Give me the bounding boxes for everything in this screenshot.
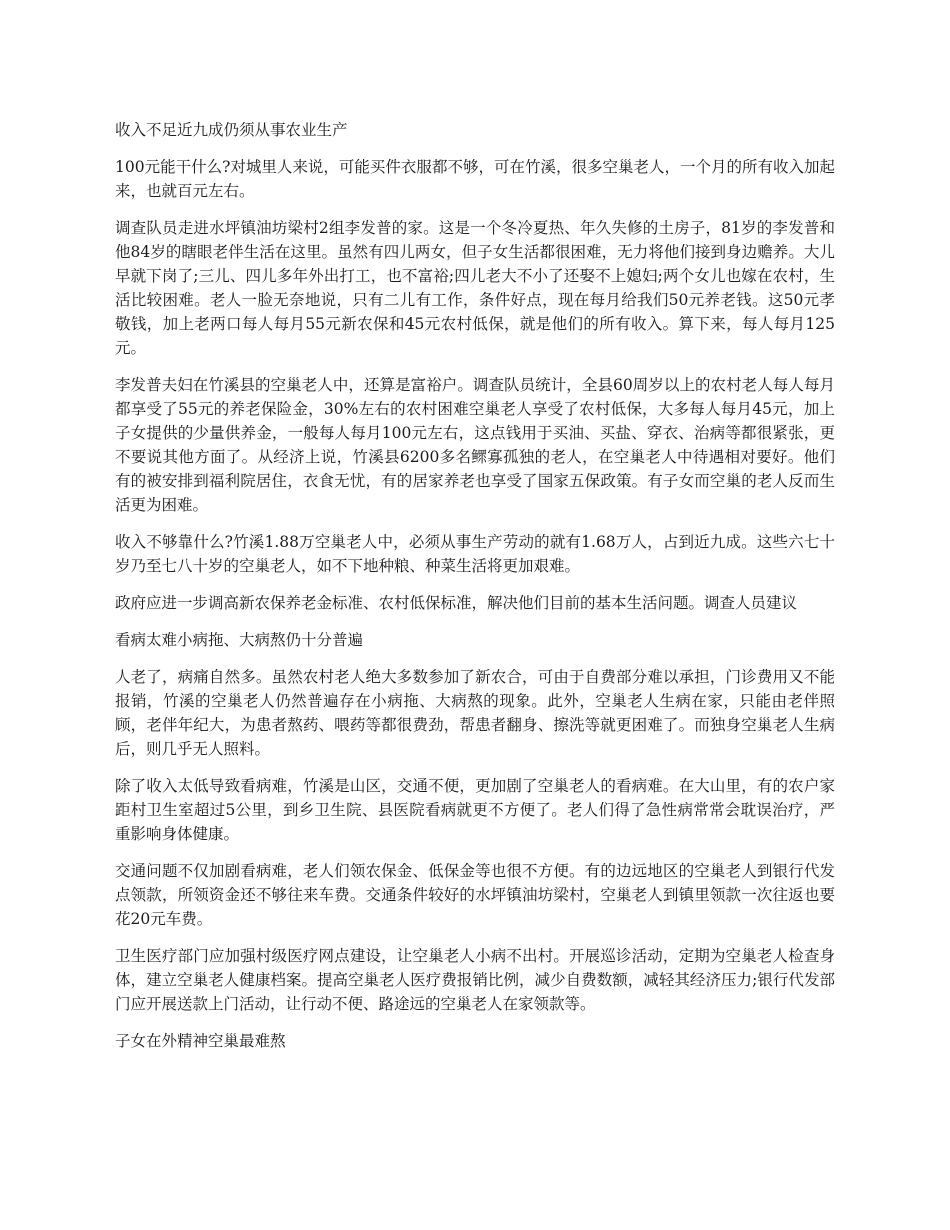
paragraph: 人老了，病痛自然多。虽然农村老人绝大多数参加了新农合，可由于自费部分难以承担，门诊费用又不能报销，竹溪的空巢老人仍然普遍存在小病拖、大病熬的现象。此外，空巢老人生病在家，只能由老伴照顾，老伴年纪大，为患者熬药、喂药等都很费劲，帮患者翻身、擦洗等就更困难了。而独身空巢老人生病后，则几乎无人照料。 [115, 668, 835, 758]
paragraph: 政府应进一步调高新农保养老金标准、农村低保标准，解决他们目前的基本生活问题。调查人员建议 [115, 594, 798, 612]
paragraph: 李发普夫妇在竹溪县的空巢老人中，还算是富裕户。调查队员统计，全县60周岁以上的农村老人每人每月都享受了55元的养老保险金，30%左右的农村困难空巢老人享受了农村低保，大多每人每月45元，加上子女提供的少量供养金，一般每人每月100元左右，这点钱用于买油、买盐、穿衣、治病等都很紧张，更不要说其他方面了。从经济上说，竹溪县6200多名鳏寡孤独的老人，在空巢老人中待遇相对要好。他们有的被安排到福利院居住，衣食无忧，有的居家养老也享受了国家五保政策。有子女而空巢的老人反而生活更为困难。 [115, 376, 835, 514]
paragraph: 调查队员走进水坪镇油坊梁村2组李发普的家。这是一个冬冷夏热、年久失修的土房子，81岁的李发普和他84岁的瞎眼老伴生活在这里。虽然有四儿两女，但子女生活都很困难，无力将他们接到身边赡养。大儿早就下岗了;三儿、四儿多年外出打工，也不富裕;四儿老大不小了还娶不上媳妇;两个女儿也嫁在农村，生活比较困难。老人一脸无奈地说，只有二儿有工作，条件好点，现在每月给我们50元养老钱。这50元孝敬钱，加上老两口每人每月55元新农保和45元农村低保，就是他们的所有收入。算下来，每人每月125元。 [115, 219, 835, 357]
section-heading-medical: 看病太难小病拖、大病熬仍十分普遍 [115, 631, 364, 649]
document-body [115, 118, 835, 1066]
paragraph: 卫生医疗部门应加强村级医疗网点建设，让空巢老人小病不出村。开展巡诊活动，定期为空巢老人检查身体，建立空巢老人健康档案。提高空巢老人医疗费报销比例，减少自费数额，减轻其经济压力;银行代发部门应开展送款上门活动，让行动不便、路途远的空巢老人在家领款等。 [115, 947, 835, 1013]
section-heading-spiritual: 子女在外精神空巢最难熬 [115, 1032, 286, 1050]
paragraph: 100元能干什么?对城里人来说，可能买件衣服都不够，可在竹溪，很多空巢老人，一个月的所有收入加起来，也就百元左右。 [115, 158, 835, 200]
section-heading-income: 收入不足近九成仍须从事农业生产 [115, 121, 348, 139]
paragraph: 收入不够靠什么?竹溪1.88万空巢老人中，必须从事生产劳动的就有1.68万人，占到近九成。这些六七十岁乃至七八十岁的空巢老人，如不下地种粮、种菜生活将更加艰难。 [115, 533, 835, 575]
paragraph: 交通问题不仅加剧看病难，老人们领农保金、低保金等也很不方便。有的边远地区的空巢老人到银行代发点领款，所领资金还不够往来车费。交通条件较好的水坪镇油坊梁村，空巢老人到镇里领款一次往返也要花20元车费。 [115, 862, 835, 928]
paragraph: 除了收入太低导致看病难，竹溪是山区，交通不便，更加剧了空巢老人的看病难。在大山里，有的农户家距村卫生室超过5公里，到乡卫生院、县医院看病就更不方便了。老人们得了急性病常常会耽误治疗，严重影响身体健康。 [115, 777, 835, 843]
